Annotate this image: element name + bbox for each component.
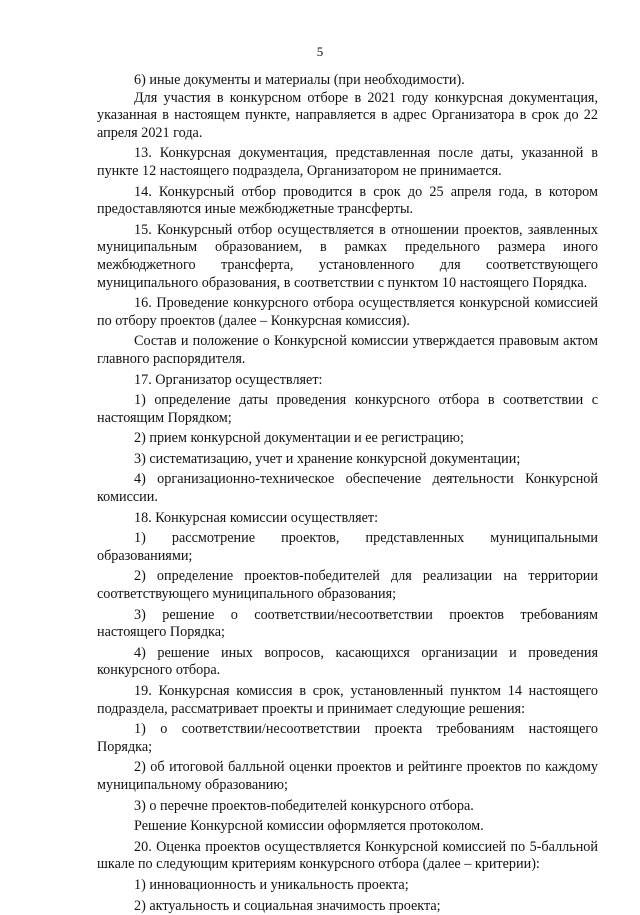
paragraph: 17. Организатор осуществляет:	[134, 371, 323, 388]
paragraph: 3) решение о соответствии/несоответствии проектов требованиям настоящего Порядка;	[97, 606, 598, 641]
paragraph: 2) прием конкурсной документации и ее регистрацию;	[134, 430, 464, 447]
paragraph: 4) решение иных вопросов, касающихся организации и проведения конкурсного отбора.	[97, 644, 598, 679]
paragraph: 18. Конкурсная комиссии осуществляет:	[134, 509, 379, 526]
paragraph: 13. Конкурсная документация, представленная после даты, указанной в пункте 12 настоящего подраздела, Организатором не принимается.	[97, 145, 598, 179]
paragraph: 6) иные документы и материалы (при необходимости).	[134, 72, 465, 88]
paragraph: 20. Оценка проектов осуществляется Конкурсной комиссией по 5-балльной шкале по следующим критериям конкурсного отбора (далее – критерии):	[97, 838, 598, 873]
paragraph: 15. Конкурсный отбор осуществляется в отношении проектов, заявленных муниципальным образованием, в рамках предельного размера иного межбюджетного трансферта, установленного для соответствующего муниципального образования, в соответствии с пунктом 10 настоящего Порядка.	[97, 221, 598, 291]
paragraph: 19. Конкурсная комиссия в срок, установленный пунктом 14 настоящего подраздела, рассматривает проекты и принимает следующие решения:	[97, 683, 598, 717]
paragraph: 2) определение проектов-победителей для реализации на территории соответствующего муниципального образования;	[97, 568, 598, 603]
paragraph: 2) об итоговой балльной оценки проектов и рейтинге проектов по каждому муниципальному образованию;	[97, 759, 598, 793]
paragraph: Состав и положение о Конкурсной комиссии утверждается правовым актом главного распорядителя.	[97, 333, 598, 367]
paragraph: 3) о перечне проектов-победителей конкурсного отбора.	[134, 797, 474, 814]
paragraph: Для участия в конкурсном отборе в 2021 году конкурсная документация, указанная в настоящем пункте, направляется в адрес Организатора в срок до 22 апреля 2021 года.	[97, 89, 598, 141]
paragraph: 4) организационно-техническое обеспечение деятельности Конкурсной комиссии.	[97, 471, 598, 506]
paragraph: 1) определение даты проведения конкурсного отбора в соответствии с настоящим Порядком;	[97, 392, 598, 426]
document-body	[97, 72, 598, 915]
paragraph: Решение Конкурсной комиссии оформляется протоколом.	[134, 818, 484, 835]
paragraph: 1) о соответствии/несоответствии проекта требованиям настоящего Порядка;	[97, 721, 598, 755]
paragraph: 1) инновационность и уникальность проекта;	[134, 876, 409, 893]
paragraph: 3) систематизацию, учет и хранение конкурсной документации;	[134, 450, 521, 467]
paragraph: 16. Проведение конкурсного отбора осуществляется конкурсной комиссией по отбору проектов (далее – Конкурсная комиссия).	[97, 295, 598, 329]
paragraph: 2) актуальность и социальная значимость проекта;	[134, 897, 441, 914]
paragraph: 14. Конкурсный отбор проводится в срок до 25 апреля года, в котором предоставляются иные межбюджетные трансферты.	[97, 183, 598, 218]
page-number: 5	[316, 44, 324, 59]
paragraph: 1) рассмотрение проектов, представленных муниципальными образованиями;	[97, 530, 598, 564]
